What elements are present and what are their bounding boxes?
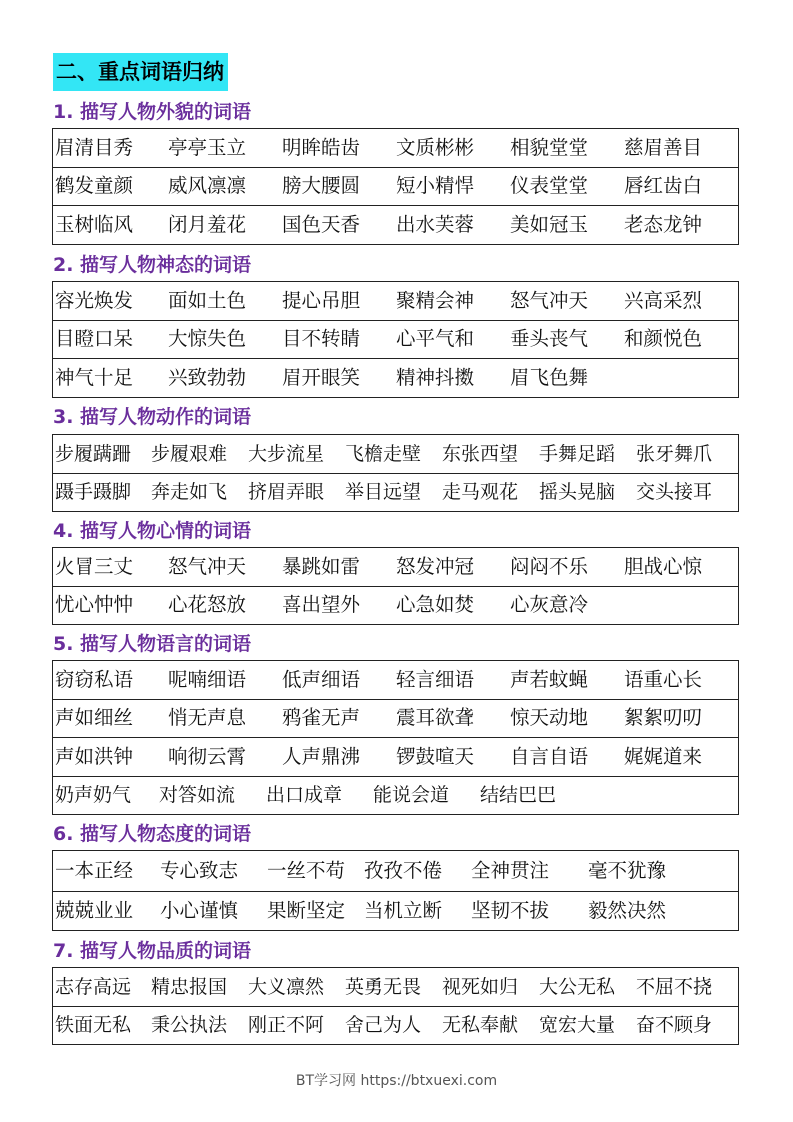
word: 暴跳如雷	[282, 554, 361, 578]
word: 自言自语	[510, 744, 589, 768]
word: 玉树临风	[55, 212, 134, 236]
word: 娓娓道来	[624, 744, 703, 768]
word: 窃窃私语	[55, 667, 134, 691]
word: 震耳欲聋	[396, 706, 475, 730]
word: 手舞足蹈	[539, 442, 616, 465]
word-box-attitude	[52, 850, 739, 931]
word: 张牙舞爪	[636, 442, 713, 465]
word: 唇红齿白	[624, 174, 703, 198]
word-box-speech	[52, 660, 739, 815]
word: 老态龙钟	[624, 212, 703, 236]
word: 大义凛然	[248, 975, 325, 998]
word: 忧心忡忡	[55, 593, 134, 617]
word: 怒发冲冠	[396, 554, 475, 578]
word: 蹑手蹑脚	[55, 481, 132, 504]
word-row	[53, 661, 738, 699]
word: 闷闷不乐	[510, 554, 589, 578]
word: 摇头晃脑	[539, 481, 616, 504]
word-row	[53, 167, 738, 206]
word: 美如冠玉	[510, 212, 589, 236]
word: 火冒三丈	[55, 554, 134, 578]
word-row	[53, 473, 738, 512]
word: 悄无声息	[168, 706, 247, 730]
word: 果断坚定	[267, 899, 346, 922]
word: 怒气冲天	[168, 554, 247, 578]
word: 大惊失色	[168, 327, 247, 351]
word: 絮絮叨叨	[624, 706, 703, 730]
word-row	[53, 282, 738, 320]
word: 舍己为人	[345, 1014, 422, 1037]
word: 喜出望外	[282, 593, 361, 617]
word: 眉清目秀	[55, 135, 134, 159]
word: 大公无私	[539, 975, 616, 998]
word: 仪表堂堂	[510, 174, 589, 198]
word: 锣鼓喧天	[396, 744, 475, 768]
word: 面如土色	[168, 288, 247, 312]
word: 不屈不挠	[636, 975, 713, 998]
word-row	[53, 968, 738, 1006]
word: 文质彬彬	[396, 135, 475, 159]
word: 孜孜不倦	[364, 859, 443, 882]
word-box-action	[52, 434, 739, 512]
word: 举目远望	[345, 481, 422, 504]
word: 轻言细语	[396, 667, 475, 691]
word: 精神抖擞	[396, 365, 475, 389]
word: 眉开眼笑	[282, 365, 361, 389]
word-box-expression	[52, 281, 739, 398]
word: 当机立断	[364, 899, 443, 922]
word-row	[53, 891, 738, 930]
word: 语重心长	[624, 667, 703, 691]
word: 兢兢业业	[55, 899, 134, 922]
word: 相貌堂堂	[510, 135, 589, 159]
word-row	[53, 320, 738, 359]
word: 东张西望	[442, 442, 519, 465]
word: 奶声奶气	[55, 784, 132, 807]
word: 声如细丝	[55, 706, 134, 730]
word: 胆战心惊	[624, 554, 703, 578]
word: 鹤发童颜	[55, 174, 134, 198]
section-heading-speech: 5. 描写人物语言的词语	[53, 633, 252, 655]
word: 精忠报国	[151, 975, 228, 998]
word: 鸦雀无声	[282, 706, 361, 730]
word: 心花怒放	[168, 593, 247, 617]
word: 刚正不阿	[248, 1014, 325, 1037]
word: 小心谨慎	[160, 899, 239, 922]
word: 声如洪钟	[55, 744, 134, 768]
word: 英勇无畏	[345, 975, 422, 998]
section-heading-expression: 2. 描写人物神态的词语	[53, 254, 252, 276]
word-row	[53, 205, 738, 244]
word-row	[53, 435, 738, 473]
word: 目瞪口呆	[55, 327, 134, 351]
word: 一丝不苟	[267, 859, 346, 882]
word-box-character	[52, 967, 739, 1045]
word-row	[53, 737, 738, 776]
word: 神气十足	[55, 365, 134, 389]
word-row	[53, 586, 738, 625]
word: 膀大腰圆	[282, 174, 361, 198]
word: 人声鼎沸	[282, 744, 361, 768]
word: 走马观花	[442, 481, 519, 504]
word-row	[53, 129, 738, 167]
word: 威风凛凛	[168, 174, 247, 198]
word: 心灰意冷	[510, 593, 589, 617]
word: 慈眉善目	[624, 135, 703, 159]
word: 提心吊胆	[282, 288, 361, 312]
section-heading-character: 7. 描写人物品质的词语	[53, 940, 252, 962]
word: 步履蹒跚	[55, 442, 132, 465]
word-row	[53, 699, 738, 738]
word: 一本正经	[55, 859, 134, 882]
word: 对答如流	[159, 784, 236, 807]
word: 奔走如飞	[151, 481, 228, 504]
page-title: 二、重点词语归纳	[53, 53, 228, 91]
word: 全神贯注	[471, 859, 550, 882]
footer-watermark: BT学习网 https://btxuexi.com	[295, 1073, 498, 1089]
word: 宽宏大量	[539, 1014, 616, 1037]
word: 视死如归	[442, 975, 519, 998]
word: 国色天香	[282, 212, 361, 236]
word-row	[53, 851, 738, 891]
word: 惊天动地	[510, 706, 589, 730]
word: 兴致勃勃	[168, 365, 247, 389]
word: 心急如焚	[396, 593, 475, 617]
word: 结结巴巴	[480, 784, 557, 807]
word-row	[53, 1006, 738, 1045]
word-row	[53, 776, 738, 815]
word-row	[53, 358, 738, 397]
word: 出口成章	[266, 784, 343, 807]
word: 怒气冲天	[510, 288, 589, 312]
section-heading-action: 3. 描写人物动作的词语	[53, 406, 252, 428]
word: 坚韧不拔	[471, 899, 550, 922]
word: 眉飞色舞	[510, 365, 589, 389]
word: 心平气和	[396, 327, 475, 351]
word: 毅然决然	[588, 899, 667, 922]
word: 响彻云霄	[168, 744, 247, 768]
word: 无私奉献	[442, 1014, 519, 1037]
word: 交头接耳	[636, 481, 713, 504]
word-row	[53, 548, 738, 586]
word: 呢喃细语	[168, 667, 247, 691]
section-heading-appearance: 1. 描写人物外貌的词语	[53, 101, 252, 123]
word: 聚精会神	[396, 288, 475, 312]
word: 秉公执法	[151, 1014, 228, 1037]
word: 短小精悍	[396, 174, 475, 198]
word: 容光焕发	[55, 288, 134, 312]
word: 低声细语	[282, 667, 361, 691]
word: 志存高远	[55, 975, 132, 998]
word: 挤眉弄眼	[248, 481, 325, 504]
word: 闭月羞花	[168, 212, 247, 236]
word: 能说会道	[373, 784, 450, 807]
word: 出水芙蓉	[396, 212, 475, 236]
word: 大步流星	[248, 442, 325, 465]
word: 和颜悦色	[624, 327, 703, 351]
word: 铁面无私	[55, 1014, 132, 1037]
word: 步履艰难	[151, 442, 228, 465]
word: 垂头丧气	[510, 327, 589, 351]
word-box-appearance	[52, 128, 739, 245]
word: 毫不犹豫	[588, 859, 667, 882]
word: 明眸皓齿	[282, 135, 361, 159]
word: 奋不顾身	[636, 1014, 713, 1037]
word: 亭亭玉立	[168, 135, 247, 159]
word: 飞檐走壁	[345, 442, 422, 465]
word: 声若蚊蝇	[510, 667, 589, 691]
word: 兴高采烈	[624, 288, 703, 312]
word: 目不转睛	[282, 327, 361, 351]
word-box-mood	[52, 547, 739, 625]
section-heading-attitude: 6. 描写人物态度的词语	[53, 823, 252, 845]
section-heading-mood: 4. 描写人物心情的词语	[53, 520, 252, 542]
word: 专心致志	[160, 859, 239, 882]
